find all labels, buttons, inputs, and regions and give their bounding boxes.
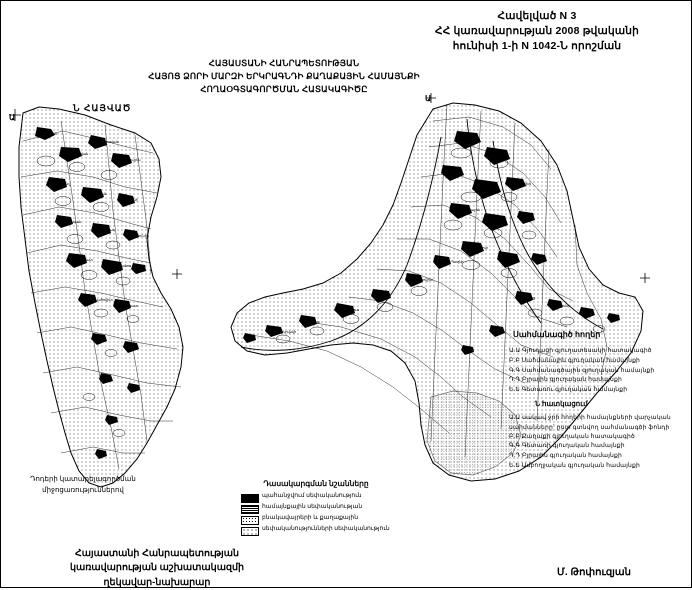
legend-sub-row: Դ.Դ Բլրային գյուղական համայնքի <box>509 452 622 460</box>
footer-title <box>27 547 287 590</box>
map-settlement-label: Շենավան <box>89 192 107 196</box>
map-settlement-label: Գողթ <box>525 216 535 220</box>
legend-item <box>241 504 391 514</box>
left-map-region-label: Ն ՀԱՅՎԱԾ <box>73 103 132 113</box>
title-line-3: ՀՈՂԱՕԳՏԱԳՈՐԾՄԱՆ ՀԱՏԱԿԱԳԻԾԸ <box>200 84 368 95</box>
legend-item <box>241 493 391 503</box>
map-settlement-label: Կոտայք <box>521 296 536 300</box>
title-line-1: ՀԱՅԱՍՏԱՆԻ ՀԱՆՐԱՊԵՏՈՒԹՅԱՆ <box>208 58 360 68</box>
left-map-region <box>19 107 183 487</box>
swatch-solid-icon <box>241 494 259 503</box>
swatch-dotted-icon <box>241 516 259 525</box>
right-map-axis-label: Ա <box>425 94 432 103</box>
map-settlement-label: Արզնի <box>379 294 391 298</box>
map-settlement-label: Ջրվեժ <box>505 256 517 260</box>
map-settlement-label: Գառնի <box>491 220 504 224</box>
legend-item-label: բնակավայրերի և քաղաքային <box>262 514 358 521</box>
legend-item <box>241 526 391 536</box>
swatch-light-icon <box>241 527 259 536</box>
map-settlement-label: Ջրառատ <box>121 304 138 308</box>
map-settlement-label: Ծաղկահովիտ <box>87 298 113 302</box>
map-settlement-label: Ոսկեվազ <box>53 182 70 186</box>
legend-sub-row: Ա.Ա սակավ ջրի հողերի համայնքների վարչական <box>509 414 671 422</box>
legend-row: Գ.Գ Սահմանագծային գյուղական համայնքի <box>509 366 655 374</box>
map-settlement-label: Ակունք <box>307 320 320 324</box>
page-title <box>119 57 449 97</box>
footer-line-2: կառավարության աշխատակազմի <box>69 562 245 574</box>
annex-header <box>387 9 687 55</box>
map-settlement-label: Վերին Պտղնի <box>439 260 464 264</box>
legend-boundaries-title: Սահմանագիծ հողեր` <box>513 330 603 339</box>
footer-line-3: ղեկավար-նախարար <box>103 576 211 588</box>
map-settlement-label: Մուղնի <box>125 198 138 202</box>
map-settlement-label: Հարթավան <box>67 152 89 156</box>
legend-sub-row: Բ.Բ Քաղաքի գյուղական հատակագիծ <box>509 432 635 440</box>
map-settlement-label: Արամուս <box>343 308 359 312</box>
map-settlement-label: Կարմրաշեն <box>119 158 141 162</box>
annex-line-1: Հավելված N 3 <box>497 10 577 22</box>
map-settlement-label: Նոր Գեղի <box>461 136 478 140</box>
map-settlement-label: Ոսկեհատ <box>75 258 93 262</box>
signature-name: Մ. Թոփուզյան <box>557 567 631 578</box>
legend-row: Ե.Ե Գետառու գյուղական համայնքի <box>509 385 628 393</box>
legend-classification <box>241 479 391 537</box>
legend-classification-title: Դասակարգման նշանները <box>263 479 369 488</box>
legend-boundaries <box>509 329 685 470</box>
footer-line-1: Հայաստանի Հանրապետության <box>75 548 239 559</box>
legend-row: Դ.Դ Բլրային գյուղական համայնքի <box>509 376 622 384</box>
map-settlement-label: Նուբարաշեն <box>457 208 480 212</box>
map-settlement-label: Արագած <box>41 132 57 136</box>
left-map-note: Դոդերի կատարելագործման միջոցառություններով <box>30 476 136 494</box>
legend-sub-row: սահմանները` ըստ գտնվող սահմանագծի ֆոնդի <box>509 423 670 431</box>
legend-item-label: պահանջվում սեփականություն <box>262 492 362 499</box>
legend-row: Բ.Բ Սահմանային գյուղական համայնքի <box>509 357 641 364</box>
map-settlement-label: Բալահովիտ <box>411 278 433 282</box>
legend-item-label: սեփականությունների սեփականություն <box>262 525 390 532</box>
title-line-2: ՀԱՅՈՑ ՁՈՐԻ ՄԱՐԶԻ ԵՐԿՐԱԳՆԴԻ ՔԱՂԱՔԱՅԻՆ ՀԱՄԱՅՆՔԻ <box>148 71 420 82</box>
annex-line-2: ՀՀ կառավարության 2008 թվականի <box>435 25 639 38</box>
legend-sub-row: Ե.Ե Ամբողջական գյուղական համայնքի <box>509 461 640 469</box>
map-settlement-label: Առինջ <box>493 152 504 156</box>
swatch-dense-icon <box>241 505 259 514</box>
map-settlement-label: Նոր Ամանոս <box>109 264 132 268</box>
legend-sub-row: Գ.Գ Գետառի գյուղական համայնքի <box>509 442 625 450</box>
map-settlement-label: Դաշտավան <box>97 140 119 144</box>
legend-item <box>241 515 391 525</box>
map-settlement-label: Մայակովսկի <box>273 330 297 334</box>
annex-line-3: հունիսի 1-ի N 1042-Ն որոշման <box>452 40 622 53</box>
map-settlement-label: Ձորաղբյուր <box>467 246 489 250</box>
map-settlement-label: Ագարակ <box>99 228 115 232</box>
map-settlement-label: Սասունիկ <box>131 234 150 238</box>
map-settlement-label: Զովունի <box>555 304 570 308</box>
map-settlement-label: Աբովյան <box>481 186 497 190</box>
left-map-axis-label: Ա <box>9 113 16 122</box>
map-settlement-label: Բյուրական <box>61 220 82 224</box>
legend-row: Ա.Ա Գյուղացի գյուղատեսակի հատակագիծ <box>509 347 652 355</box>
map-settlement-label: Քանաքեռ <box>513 182 531 186</box>
legend-sub-title: Ն հատկացում <box>535 401 588 409</box>
legend-item-label: համայնքային սեփականության <box>262 503 363 510</box>
map-settlement-label: Պռոշյան <box>447 170 463 174</box>
